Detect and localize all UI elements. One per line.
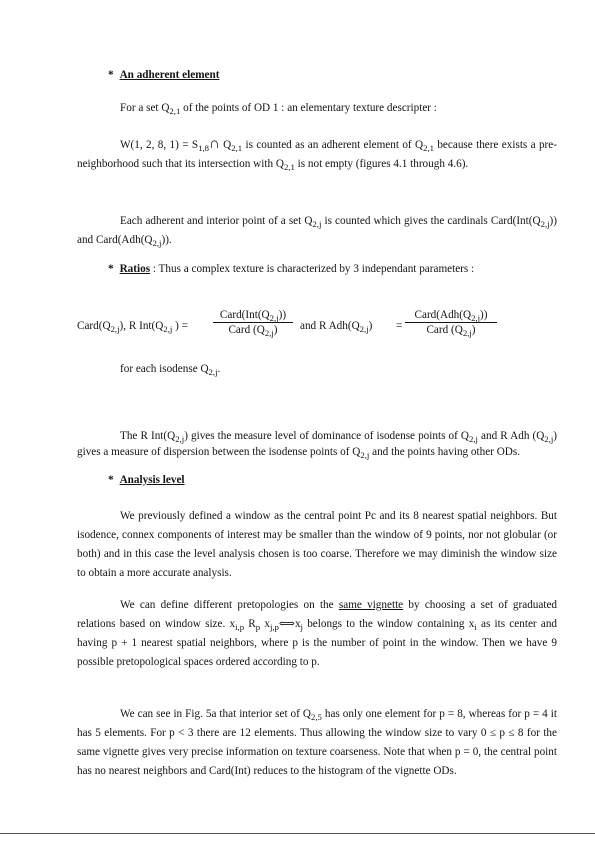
- paragraph-fig5a: We can see in Fig. 5a that interior set of $Q_{2,5}$ has only one element for p = 8, whereas for p = 4 it has 5 elements. For p < 3 there are 12 elements. Thus allowing the window size to vary 0 ≤ p ≤ 8 for the same vignette gives very precise information on texture coarseness. Note that when p = 0, the central point has no nearest neighbors and Card(Int) reduces to the histogram of the vignette ODs.: [77, 708, 557, 777]
- fraction-denominator: Card $(Q_{2,j})$: [213, 322, 293, 336]
- heading-text: An adherent element: [119, 69, 220, 81]
- heading-text: Analysis level: [119, 474, 185, 486]
- paragraph-window-definition: We previously defined a window as the central point Pc and its 8 nearest spatial neighbors. But isodence, connex components of interest may be smaller than the window of 9 points, nor not globular (or both) and in this case the level analysis chosen is too coarse. Therefore we may diminish the window size to obtain a more accurate analysis.: [77, 510, 557, 579]
- fraction-numerator: $Card(Int(Q_{2,j}))$: [219, 309, 287, 324]
- page-bottom-rule: [0, 833, 595, 834]
- paragraph-adherent-element: W(1, 2, 8, $1) = S_{1,8}\cap$ $Q_{2,1}$ is counted as an adherent element of $Q_{2,1}$ because there exists a pre-neighborhood such that its intersection with $Q_{2,1}$ is not empty (figures 4.1 through 4.6).: [77, 136, 557, 173]
- section-heading-ratios: [108, 263, 474, 275]
- bullet-star: *: [108, 263, 114, 275]
- paragraph-descriptor: For a set $Q_{2,1}$ of the points of OD 1 : an elementary texture descripter :: [120, 102, 437, 117]
- section-heading-analysis-level: [108, 474, 185, 486]
- fraction-r-int: [213, 309, 293, 339]
- section-heading-adherent: [108, 69, 219, 81]
- paragraph-cardinals: Each adherent and interior point of a set $Q_{2,j}$ is counted which gives the cardinals $Card(Int(Q_{2,j}))$ and $Card(Adh(Q_{2,j}))$.: [77, 215, 557, 249]
- fraction-denominator: Card $(Q_{2,j})$: [405, 322, 497, 336]
- bullet-star: *: [108, 474, 114, 486]
- fraction-r-adh: [405, 309, 497, 339]
- equivalence-arrow: ⟺: [278, 618, 295, 630]
- formula-equals: =: [396, 320, 403, 332]
- emphasis-same-vignette: same vignette: [338, 599, 404, 611]
- intersection-symbol: ∩: [208, 136, 220, 152]
- formula-middle: and R $Adh(Q_{2,j})$: [300, 320, 373, 335]
- paragraph-r-int-r-adh: The R $Int(Q_{2,j})$ gives the measure level of dominance of isodense points of $Q_{2,j}$ and R Adh $(Q_{2,j})$ gives a measure of dispersion between the isodense points of $Q_{2,j}$ and the points having other ODs.: [77, 430, 557, 461]
- fraction-numerator: $Card(Adh(Q_{2,j}))$: [414, 309, 488, 324]
- formula-each-isodense: for each isodense $Q_{2,j}$.: [120, 363, 221, 378]
- ratios-intro: : Thus a complex texture is characterized by 3 independant parameters :: [150, 263, 475, 275]
- formula-lhs: $Card(Q_{2,j})$, R $Int(Q_{2,j}$ ) =: [77, 320, 188, 335]
- bullet-star: *: [108, 69, 114, 81]
- heading-text: Ratios: [119, 263, 151, 275]
- paragraph-pretopologies: We can define different pretopologies on the same vignette by choosing a set of graduated relations based on window size. $x_{i,p}$ $R_p$ $x_{j,p}⟺x_j$ belongs to the window containing $x_i$ as its center and having p + 1 nearest spatial neighbors, where p is the number of point in the window. Then we have 9 possible pretopological spaces ordered according to p.: [77, 599, 558, 668]
